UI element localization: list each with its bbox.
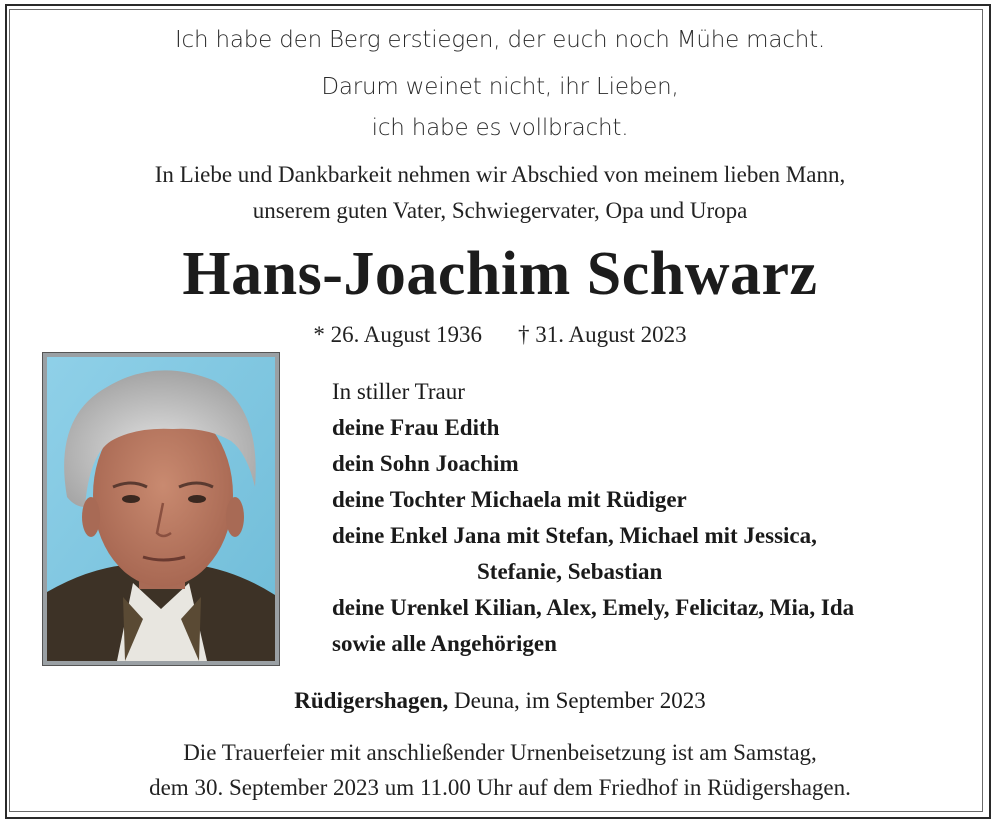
verse-line-3: ich habe es vollbracht. bbox=[371, 115, 629, 141]
verse-line-2: Darum weinet nicht, ihr Lieben, bbox=[321, 74, 679, 100]
verse-line-1: Ich habe den Berg erstiegen, der euch noch Mühe macht. bbox=[174, 27, 826, 53]
mourner-line: dein Sohn Joachim bbox=[332, 451, 519, 476]
birth-date: * 26. August 1936 bbox=[313, 322, 482, 347]
portrait-image bbox=[47, 357, 275, 661]
death-date: † 31. August 2023 bbox=[518, 322, 687, 347]
right-eye bbox=[188, 495, 206, 503]
right-ear bbox=[226, 497, 244, 537]
notice-line-2: dem 30. September 2023 um 11.00 Uhr auf dem Friedhof in Rüdigershagen. bbox=[149, 775, 851, 800]
mourners-heading: In stiller Traur bbox=[332, 379, 465, 404]
portrait-photo bbox=[42, 352, 280, 666]
mourner-line: deine Tochter Michaela mit Rüdiger bbox=[332, 487, 687, 512]
left-eye bbox=[122, 495, 140, 503]
intro-line-1: In Liebe und Dankbarkeit nehmen wir Abschied von meinem lieben Mann, bbox=[154, 162, 846, 187]
place-town: Rüdigershagen, bbox=[294, 688, 449, 713]
notice-line-1: Die Trauerfeier mit anschließender Urnenbeisetzung ist am Samstag, bbox=[183, 740, 817, 765]
mourner-line: Stefanie, Sebastian bbox=[477, 559, 663, 584]
deceased-name: Hans-Joachim Schwarz bbox=[182, 240, 818, 308]
mourner-line: deine Urenkel Kilian, Alex, Emely, Felicitaz, Mia, Ida bbox=[332, 595, 855, 620]
place-rest: Deuna, im September 2023 bbox=[448, 688, 706, 713]
intro-line-2: unserem guten Vater, Schwiegervater, Opa und Uropa bbox=[252, 198, 748, 223]
left-ear bbox=[82, 497, 100, 537]
place-and-date bbox=[0, 688, 1000, 714]
mourners-list bbox=[332, 374, 854, 662]
life-dates bbox=[0, 322, 1000, 348]
mourner-line: deine Frau Edith bbox=[332, 415, 500, 440]
mourner-line: sowie alle Angehörigen bbox=[332, 631, 557, 656]
mourner-line: deine Enkel Jana mit Stefan, Michael mit Jessica, bbox=[332, 523, 817, 548]
